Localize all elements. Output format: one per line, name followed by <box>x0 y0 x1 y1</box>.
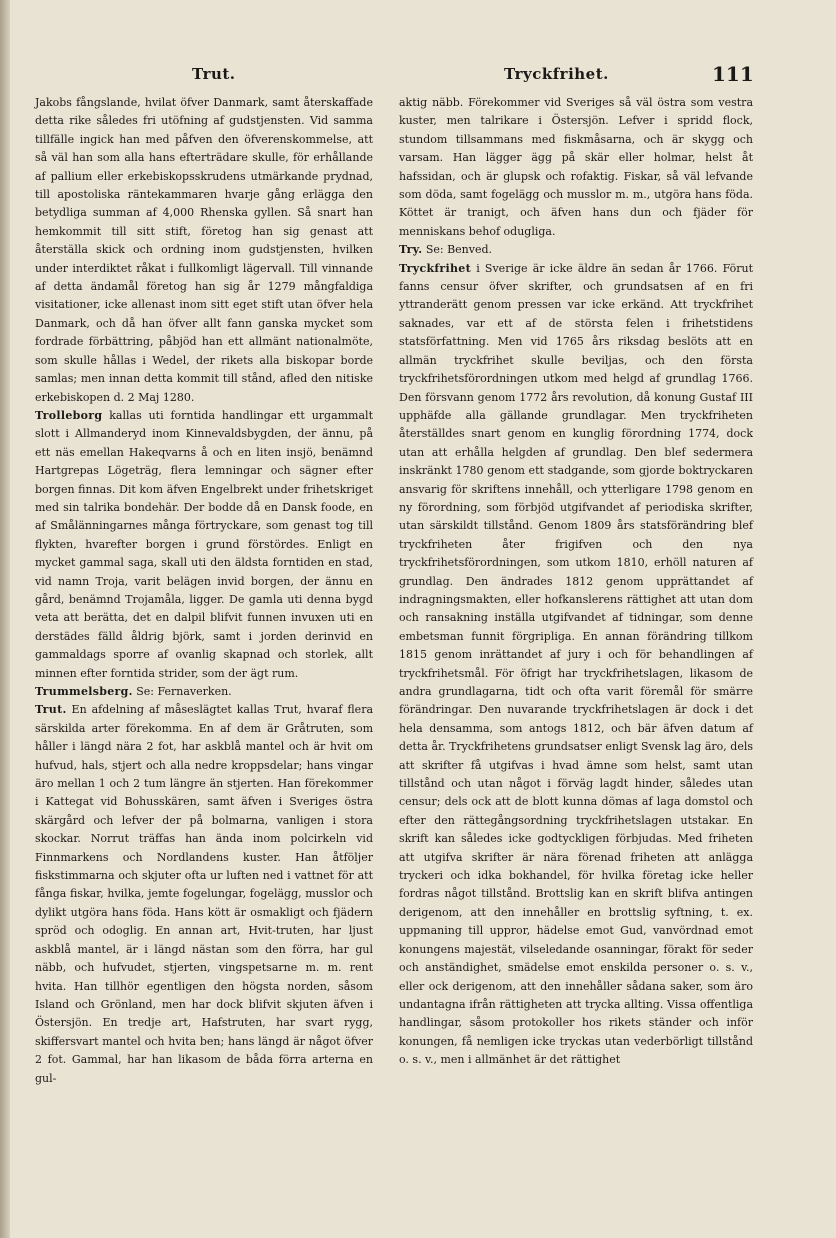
entry-tryckfrihet-text: i Sverige är icke äldre än sedan år 1766. Förut fanns censur öfver skrifter, och grundsatsen af en fri yttranderätt genom pressen var icke erkänd. Att tryckfrihet saknades, var ett af de största felen i frihetstidens statsförfattning. Men vid 1765 års riksdag beslöts att en allmän tryckfrihet skulle beviljas, och den första tryckfrihetsförordningen utkom med helgd af grundlag 1766. Den försvann genom 1772 års revolution, då konung Gustaf III upphäfde alla gällande grundlagar. Men tryckfriheten återställdes snart genom en kunglig förordning 1774, dock utan att erhålla helgden af grundlag. Den blef sedermera inskränkt 1780 genom ett stadgande, som gjorde boktryckaren ansvarig för skriftens innehåll, och ytterligare 1798 genom en ny förordning, som förbjöd utgifvandet af periodiska skrifter, utan särskildt tillstånd. Genom 1809 års statsförändring blef tryckfriheten åter frigifven och den nya tryckfrihetsförordningen, som utkom 1810, erhöll naturen af grundlag. Den ändrades 1812 genom upprättandet af indragningsmakten, eller hofkanslerens rättighet att utan dom och ransakning inställa utgifvandet af tidningar, som denne embetsman funnit förgripliga. En annan förändring tillkom 1815 genom inrättandet af jury i och för behandlingen af tryckfrihetsmål. För öfrigt har tryckfrihetslagen, likasom de andra grundlagarna, tidt och ofta varit föremål för smärre förändringar. Den nuvarande tryckfrihetslagen är dock i det hela densamma, som antogs 1812, och bär äfven datum af detta år. Tryckfrihetens grundsatser enligt Svensk lag äro, dels att skrifter få utgifvas i hvad ämne som helst, samt utan tillstånd och utan något i förväg lagdt hinder, således utan censur; dels ock att de blott kunna dömas af laga domstol och efter den rättegångsordning tryckfrihetslagen utstakar. En skrift kan således icke godtyckligen förbjudas. Med friheten att utgifva skrifter är nära förenad friheten att anlägga tryckeri och idka bokhandel, för hvilka företag icke heller fordras något tillstånd. Brottslig kan en skrift blifva antingen derigenom, att den innehåller en brottslig syftning, t. ex. uppmaning till uppror, hädelse emot Gud, vanvördnad emot konungens majestät, vilseledande osanningar, förakt för seder och anständighet, smädelse emot enskilda personer o. s. v., eller ock derigenom, att den innehåller sådana saker, som äro undantagna ifrån rättigheten att trycka allting. Vissa offentliga handlingar, såsom protokoller hos rikets ständer och inför konungen, få nemligen icke tryckas utan vederbörligt tillstånd o. s. v., men i allmänhet är det rättighet <box>399 261 753 1067</box>
headword-trummelsberg: Trummelsberg. <box>35 685 133 698</box>
running-header <box>18 62 816 88</box>
page-number: 111 <box>712 62 754 86</box>
headword-try: Try. <box>399 243 423 257</box>
entry-trolleborg <box>35 407 373 683</box>
entry-trut-text: En afdelning af måseslägtet kallas Trut, hvaraf flera särskilda arter förekomma. En af dem är Gråtruten, som håller i längd nära 2 fot, har askblå mantel och är hvit om hufvud, hals, stjert och alla nedre kroppsdelar; hans vingar äro mellan 1 och 2 tum längre än stjerten. Han förekommer i Kattegat vid Bohusskären, samt äfven i Sveriges östra skärgård och lefver der på bolmarna, vanligen i stora skockar. Norrut träffas han ända inom polcirkeln vid Finnmarkens och Nordlandens kuster. Han åtföljer fiskstimmarna och skjuter ofta ur luften ned i vattnet för att fånga fiskar, hvilka, jemte fogelungar, fogelägg, musslor och dylikt utgöra hans föda. Hans kött är osmakligt och fjädern spröd och odoglig. En annan art, Hvit-truten, har ljust askblå mantel, är i längd nästan som den förra, har gul näbb, och hufvudet, stjerten, vingspetsarne m. m. rent hvita. Han tillhör egentligen den högsta norden, såsom Island och Grönland, men har dock blifvit skjuten äfven i Östersjön. En tredje art, Hafstruten, har svart rygg, skiffersvart mantel och hvita ben; hans längd är något öfver 2 fot. Gammal, har han likasom de båda förra arterna en gul- <box>35 703 374 1085</box>
entry-try <box>399 241 753 259</box>
continued-trut-text: aktig näbb. Förekommer vid Sveriges så väl östra som vestra kuster, men talrikare i Östersjön. Lefver i spridd flock, stundom tillsammans med fiskmåsarna, och är skygg och varsam. Han lägger ägg på skär eller holmar, helst åt hafssidan, och är glupsk och rofaktig. Fiskar, så väl lefvande som döda, samt fogelägg och musslor m. m., utgöra hans föda. Köttet är tranigt, och äfven hans dun och fjäder för menniskans behof odugliga. <box>399 96 753 238</box>
continued-entry-text: Jakobs fångslande, hvilat öfver Danmark, samt återskaffade detta rike således fri utöfning af gudstjensten. Vid samma tillfälle ingick han med påfven den öfverenskommelse, att så väl han som alla hans efterträdare skulle, för erhållande af pallium eller erkebiskopsskrudens utmärkande prydnad, till apostoliska räntekammaren hvarje gång erlägga den betydliga summan af 4,000 Rhenska gyllen. Så snart han hemkommit till sitt stift, företog han sig genast att återställa skick och ordning inom gudstjensten, hvilken under interdiktet råkat i fullkomligt lägervall. Till vinnande af detta ändamål företog han sig år 1279 mångfaldiga visitationer, icke allenast inom sitt eget stift utan öfver hela Danmark, och då han öfver allt fann ganska mycket som fordrade förbättring, påbjöd han ett allmänt nationalmöte, som skulle hållas i Wedel, der rikets alla biskopar borde samlas; men innan detta kommit till stånd, afled den nitiske erkebiskopen d. 2 Maj 1280. <box>35 96 373 404</box>
left-column <box>35 94 373 1088</box>
headword-trut: Trut. <box>35 703 67 717</box>
headword-tryckfrihet: Tryckfrihet <box>399 261 471 275</box>
entry-try-text: Se: Benved. <box>425 243 493 257</box>
entry-trummelsberg <box>35 683 373 701</box>
entry-trummelsberg-text: Se: Fernaverken. <box>136 685 232 698</box>
entry-tryckfrihet <box>399 260 753 1070</box>
entry-trut <box>35 701 373 1088</box>
entry-trolleborg-text: kallas uti forntida handlingar ett urgammalt slott i Allmanderyd inom Kinnevaldsbygden, der ännu, på ett näs emellan Hakeqvarns å och en liten insjö, benämnd Hartgrepas Lögeträg, flera lemningar och sägner efter borgen finnas. Dit kom äfven Engelbrekt under frihetskriget med sin talrika bondehär. Der bodde då en Dansk foode, en af Smålänningarnes många förtryckare, som genast tog till flykten, hvarefter borgen i grund förstördes. Enligt en mycket gammal saga, skall uti den äldsta forntiden en stad, vid namn Troja, varit belägen invid borgen, der ännu en gård, benämnd Trojamåla, ligger. De gamla uti denna bygd veta att berätta, det en dalpil blifvit funnen invuxen uti en derstädes fälld åldrig björk, samt i jorden derinvid en gammaldags sporre af ovanlig skapnad och storlek, allt minnen efter forntida strider, som der ägt rum. <box>35 408 373 680</box>
right-column <box>399 94 753 1070</box>
header-left-word: Trut. <box>192 65 236 83</box>
page-edge-shadow <box>0 0 10 1238</box>
headword-trolleborg: Trolleborg <box>35 408 103 422</box>
header-right-word: Tryckfrihet. <box>504 65 609 83</box>
